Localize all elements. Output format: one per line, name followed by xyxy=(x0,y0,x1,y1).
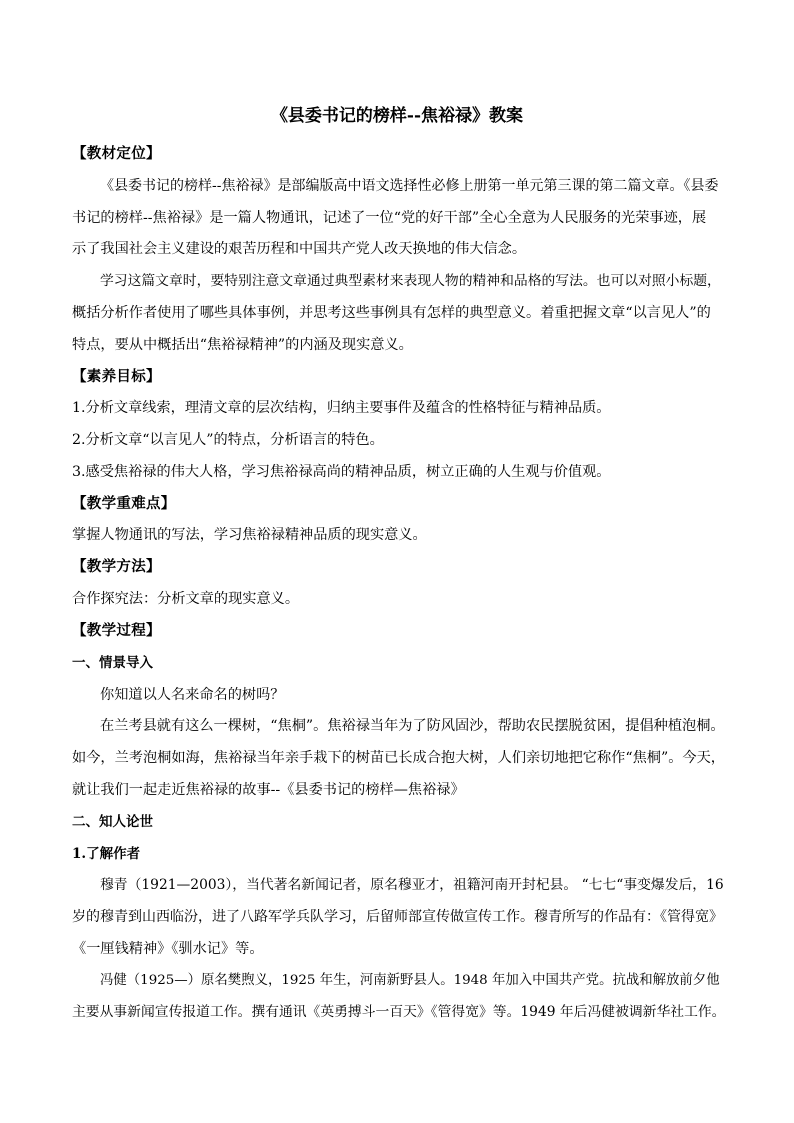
list-item: 2.分析文章“以言见人”的特点，分析语言的特色。 xyxy=(72,432,384,448)
paragraph-line: 在兰考县就有这么一棵树，“焦桐”。焦裕禄当年为了防风固沙，帮助农民摆脱贫困，提倡种植泡桐。 xyxy=(100,718,725,734)
paragraph-line: 岁的穆青到山西临汾，进了八路军学兵队学习，后留师部宣传做宣传工作。穆青所写的作品有：《管得宽》 xyxy=(72,909,723,925)
paragraph-line: 穆青（1921—2003），当代著名新闻记者，原名穆亚才，祖籍河南开封杞县。 “七七“事变爆发后，16 xyxy=(100,877,724,893)
paragraph-line: 合作探究法：分析文章的现实意义。 xyxy=(72,591,300,607)
section-heading-textbook-position: 【教材定位】 xyxy=(72,145,161,162)
document-title: 《县委书记的榜样--焦裕禄》教案 xyxy=(270,106,524,126)
section-heading-teaching-method: 【教学方法】 xyxy=(72,558,161,575)
paragraph-line: 掌握人物通讯的写法，学习焦裕禄精神品质的现实意义。 xyxy=(72,527,427,543)
paragraph-line: 主要从事新闻宣传报道工作。撰有通讯《英勇搏斗一百天》《管得宽》等。1949 年后冯健被调新华社工作。 xyxy=(72,1004,726,1020)
list-item: 1.分析文章线索，理清文章的层次结构，归纳主要事件及蕴含的性格特征与精神品质。 xyxy=(72,400,611,416)
paragraph-line: 《县委书记的榜样--焦裕禄》是部编版高中语文选择性必修上册第一单元第三课的第二篇文章。《县委 xyxy=(100,178,719,194)
section-heading-key-points: 【教学重难点】 xyxy=(72,495,176,512)
subsection-heading-know-author: 1.了解作者 xyxy=(72,846,141,862)
subsection-heading-author-background: 二、知人论世 xyxy=(72,814,153,830)
paragraph-line: 概括分析作者使用了哪些具体事例，并思考这些事例具有怎样的典型意义。着重把握文章“以言见人”的 xyxy=(72,305,711,321)
paragraph-line: 你知道以人名来命名的树吗？ xyxy=(100,687,285,703)
paragraph-line: 学习这篇文章时，要特别注意文章通过典型素材来表现人物的精神和品格的写法。也可以对照小标题， xyxy=(100,273,721,289)
subsection-heading-introduction: 一、情景导入 xyxy=(72,655,153,671)
section-heading-literacy-goals: 【素养目标】 xyxy=(72,368,161,385)
paragraph-line: 如今，兰考泡桐如海，焦裕禄当年亲手栽下的树苗已长成合抱大树，人们亲切地把它称作“焦桐”。今天， xyxy=(72,750,725,766)
list-item: 3.感受焦裕禄的伟大人格，学习焦裕禄高尚的精神品质，树立正确的人生观与价值观。 xyxy=(72,464,611,480)
paragraph-line: 冯健（1925—）原名樊煦义，1925 年生，河南新野县人。1948 年加入中国共产党。抗战和解放前夕他 xyxy=(100,973,720,988)
paragraph-line: 特点，要从中概括出“焦裕禄精神”的内涵及现实意义。 xyxy=(72,337,413,353)
paragraph-line: 《一厘钱精神》《驯水记》等。 xyxy=(72,941,264,957)
section-heading-teaching-process: 【教学过程】 xyxy=(72,622,161,639)
paragraph-line: 示了我国社会主义建设的艰苦历程和中国共产党人改天换地的伟大信念。 xyxy=(72,241,527,257)
paragraph-line: 书记的榜样--焦裕禄》是一篇人物通讯，记述了一位“党的好干部”全心全意为人民服务的光荣事迹，展 xyxy=(72,210,707,226)
paragraph-line: 就让我们一起走近焦裕禄的故事--《县委书记的榜样—焦裕禄》 xyxy=(72,782,465,798)
